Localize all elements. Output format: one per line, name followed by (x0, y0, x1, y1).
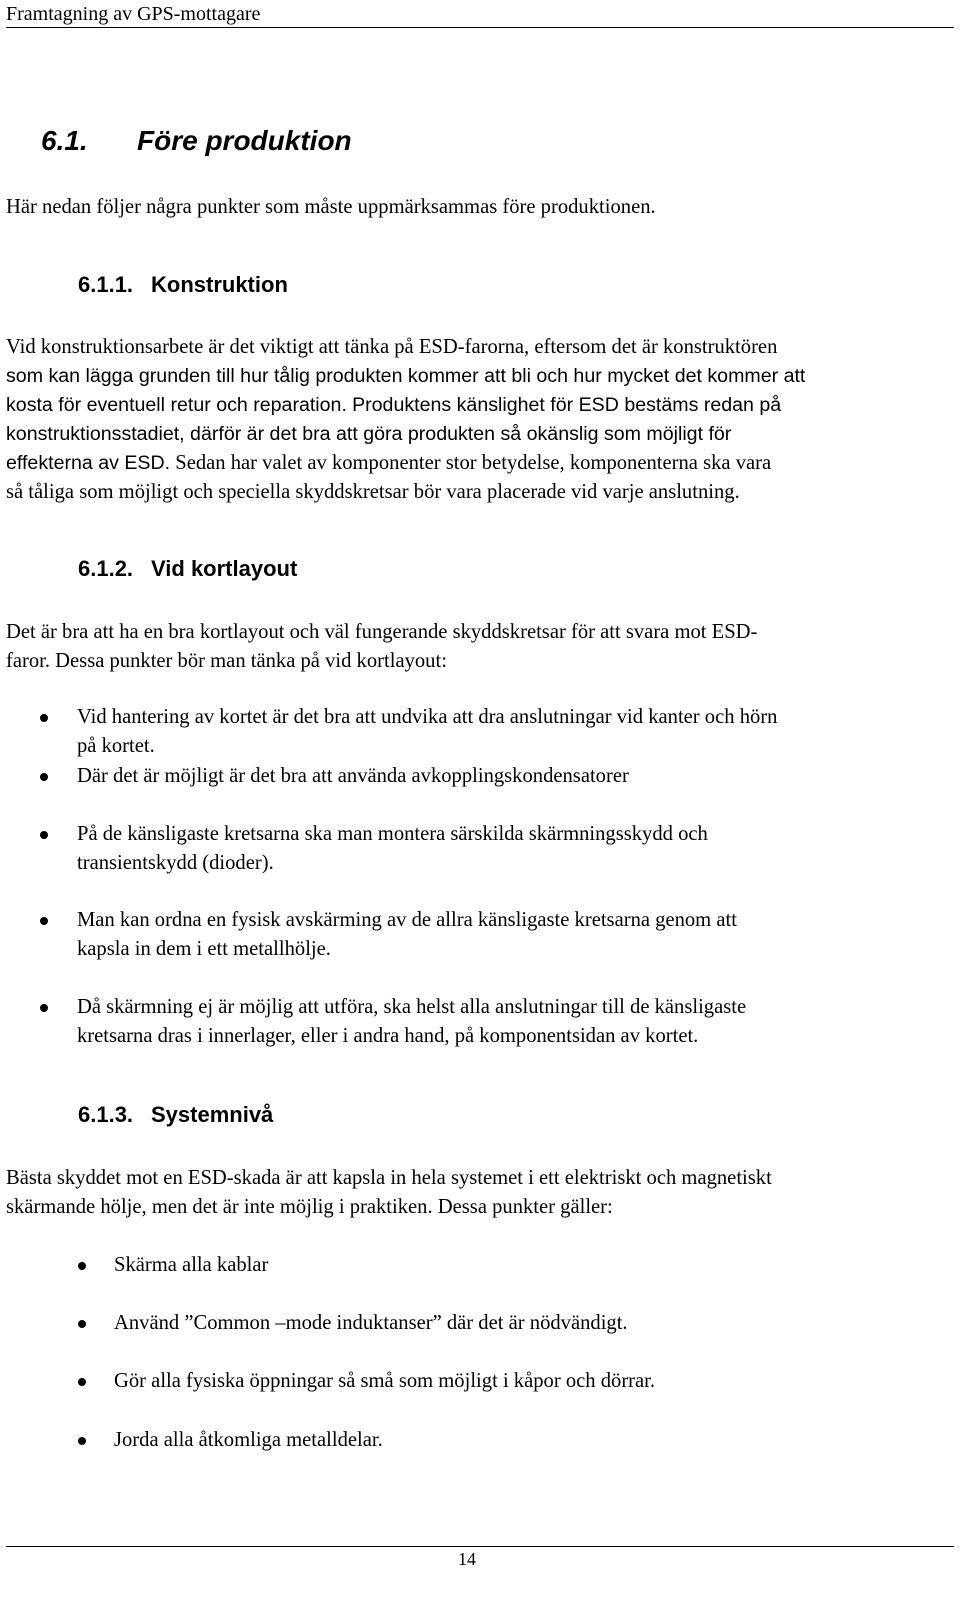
kortlayout-intro (6, 618, 956, 676)
list-item: Man kan ordna en fysisk avskärming av de allra känsligaste kretsarna genom att kapsla in dem i ett metallhölje. (40, 906, 737, 964)
bullet-icon (40, 773, 48, 781)
paragraph-line: konstruktionsstadiet, därför är det bra att göra produkten så okänslig som möjligt för (6, 423, 732, 445)
subsection-heading-konstruktion (78, 271, 288, 299)
subsection-number: 6.1.3. (78, 1102, 134, 1127)
list-item: Gör alla fysiska öppningar så små som möjligt i kåpor och dörrar. (78, 1367, 655, 1396)
bullet-icon (40, 714, 48, 722)
section-heading (41, 124, 352, 158)
bullet-icon (78, 1378, 86, 1386)
list-item: Då skärmning ej är möjlig att utföra, ska helst alla anslutningar till de känsligaste kretsarna dras i innerlager, eller i andra hand, på komponentsidan av kortet. (40, 993, 746, 1051)
section-title: Före produktion (137, 125, 352, 156)
paragraph-line: som kan lägga grunden till hur tålig produkten kommer att bli och hur mycket det kommer att (6, 365, 806, 387)
subsection-title: Vid kortlayout (151, 556, 298, 581)
paragraph-line: skärmande hölje, men det är inte möjlig i praktiken. Dessa punkter gäller: (6, 1196, 613, 1218)
konstruktion-paragraph (6, 333, 956, 507)
list-item: Där det är möjligt är det bra att använda avkopplingskondensatorer (40, 762, 629, 791)
bullet-icon (78, 1262, 86, 1270)
bullet-icon (78, 1437, 86, 1445)
paragraph-line: Vid konstruktionsarbete är det viktigt att tänka på ESD-farorna, eftersom det är konstruktören (6, 336, 778, 358)
paragraph-line: Det är bra att ha en bra kortlayout och väl fungerande skyddskretsar för att svara mot ESD- (6, 621, 758, 643)
list-item: Vid hantering av kortet är det bra att undvika att dra anslutningar vid kanter och hörn på kortet. (40, 703, 777, 761)
paragraph-line: effekterna av ESD. Sedan har valet av komponenter stor betydelse, komponenterna ska vara (6, 452, 772, 474)
page-header (6, 0, 954, 28)
list-item: På de känsligaste kretsarna ska man montera särskilda skärmningsskydd och transientskydd (dioder). (40, 820, 708, 878)
list-item: Skärma alla kablar (78, 1251, 268, 1280)
paragraph-line: faror. Dessa punkter bör man tänka på vid kortlayout: (6, 650, 447, 672)
bullet-icon (78, 1320, 86, 1328)
subsection-heading-systemniva (78, 1101, 273, 1129)
section-intro: Här nedan följer några punkter som måste uppmärksammas före produktionen. (6, 196, 656, 218)
systemniva-intro (6, 1164, 956, 1222)
subsection-title: Konstruktion (151, 272, 288, 297)
subsection-title: Systemnivå (151, 1102, 274, 1127)
page-number: 14 (458, 1549, 476, 1569)
subsection-number: 6.1.1. (78, 272, 134, 297)
document-title: Framtagning av GPS-mottagare (6, 3, 261, 25)
subsection-number: 6.1.2. (78, 556, 134, 581)
bullet-icon (40, 1004, 48, 1012)
bullet-icon (40, 917, 48, 925)
paragraph-line: kosta för eventuell retur och reparation. Produktens känslighet för ESD bestäms redan på (6, 394, 782, 416)
paragraph-line: så tåliga som möjligt och speciella skyddskretsar bör vara placerade vid varje anslutning. (6, 481, 740, 503)
paragraph-line: Bästa skyddet mot en ESD-skada är att kapsla in hela systemet i ett elektriskt och magnetiskt (6, 1167, 772, 1189)
section-number: 6.1. (41, 125, 88, 156)
bullet-icon (40, 831, 48, 839)
list-item: Använd ”Common –mode induktanser” där det är nödvändigt. (78, 1309, 628, 1338)
list-item: Jorda alla åtkomliga metalldelar. (78, 1426, 383, 1455)
subsection-heading-kortlayout (78, 555, 297, 583)
